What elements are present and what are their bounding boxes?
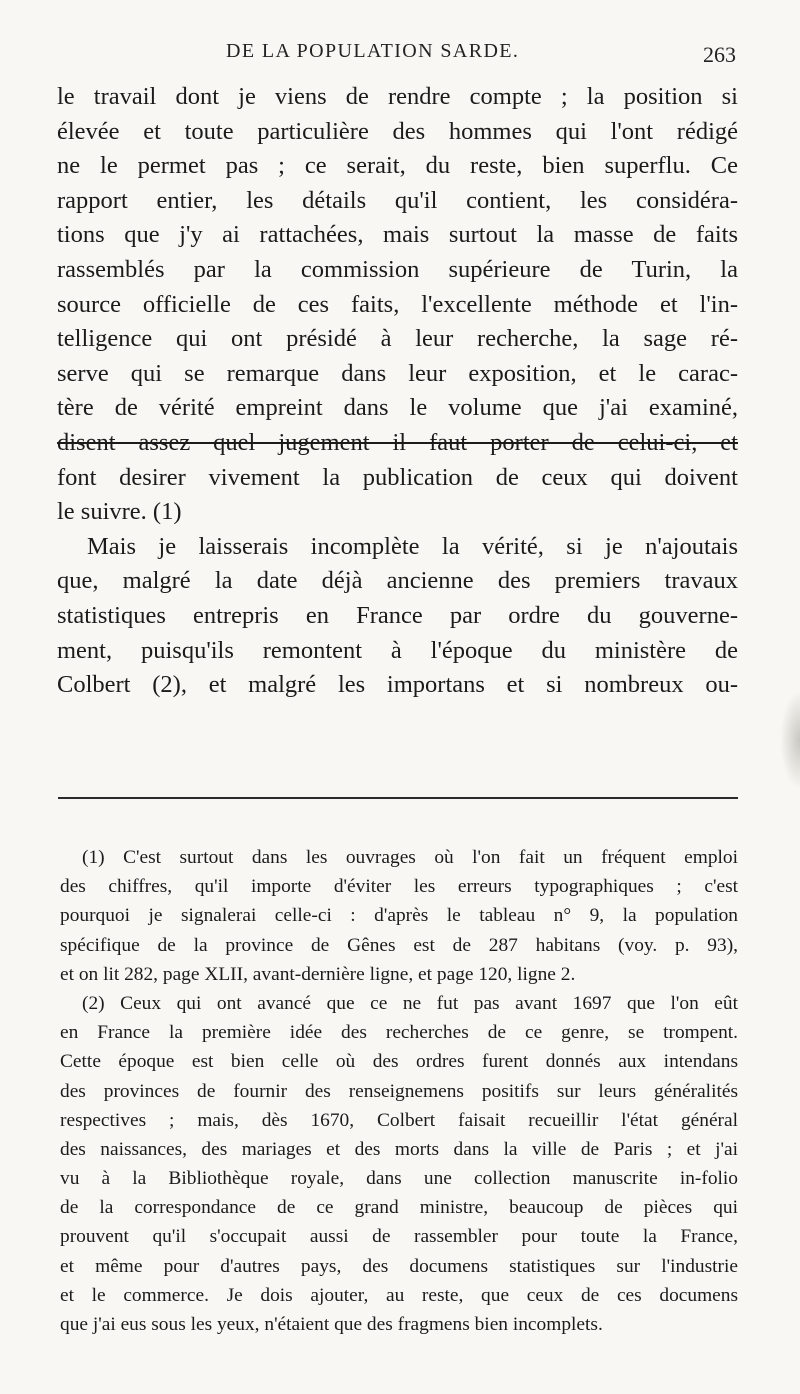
page-number: 263 — [703, 42, 736, 67]
text-line: serve qui se remarque dans leur exposition, et le carac- — [57, 359, 738, 387]
text-line: rassemblés par la commission supérieure de Turin, la — [57, 255, 738, 283]
text-line: font desirer vivement la publication de ceux qui doivent — [57, 463, 738, 491]
page-edge-stain — [780, 690, 800, 790]
footnote-rule — [58, 797, 738, 799]
footnote-2-line: respectives ; mais, dès 1670, Colbert faisait recueillir l'état général — [60, 1109, 738, 1131]
footnote-1-line: et on lit 282, page XLII, avant-dernière ligne, et page 120, ligne 2. — [60, 963, 576, 985]
footnote-2-line: Cette époque est bien celle où des ordres furent donnés aux intendans — [60, 1051, 738, 1073]
footnote-2-line: prouvent qu'il s'occupait aussi de rassembler pour toute la France, — [60, 1226, 738, 1248]
footnote-1-line: des chiffres, qu'il importe d'éviter les erreurs typographiques ; c'est — [60, 876, 738, 898]
footnote-2-line: en France la première idée des recherches de ce genre, se trompent. — [60, 1022, 738, 1044]
text-line: le suivre. (1) — [57, 498, 182, 526]
footnote-2-line: des naissances, des mariages et des morts dans la ville de Paris ; et j'ai — [60, 1138, 738, 1160]
footnotes — [60, 843, 738, 1339]
running-head: DE LA POPULATION SARDE. — [226, 40, 520, 62]
text-line: ne le permet pas ; ce serait, du reste, bien superflu. Ce — [57, 152, 738, 180]
footnote-1-line: (1) C'est surtout dans les ouvrages où l'on fait un fréquent emploi — [82, 847, 738, 868]
text-line: ment, puisqu'ils remontent à l'époque du ministère de — [57, 636, 738, 664]
footnote-2-line: (2) Ceux qui ont avancé que ce ne fut pas avant 1697 que l'on eût — [82, 992, 738, 1014]
text-line: statistiques entrepris en France par ordre du gouverne- — [57, 601, 738, 629]
footnote-1-line: pourquoi je signalerai celle-ci : d'après le tableau n° 9, la population — [60, 905, 738, 927]
footnote-1-line: spécifique de la province de Gênes est de 287 habitans (voy. p. 93), — [60, 934, 738, 956]
text-line: telligence qui ont présidé à leur recherche, la sage ré- — [57, 325, 738, 353]
footnote-2-line: de la correspondance de ce grand ministre, beaucoup de pièces qui — [60, 1197, 738, 1219]
text-line: rapport entier, les détails qu'il contient, les considéra- — [57, 186, 738, 214]
text-line: élevée et toute particulière des hommes qui l'ont rédigé — [57, 117, 738, 145]
text-line: que, malgré la date déjà ancienne des premiers travaux — [57, 567, 738, 595]
page-header — [58, 40, 738, 76]
text-line: tions que j'y ai rattachées, mais surtout la masse de faits — [57, 221, 738, 249]
footnote-2-line: vu à la Bibliothèque royale, dans une collection manuscrite in-folio — [60, 1168, 738, 1190]
footnote-2-line: et le commerce. Je dois ajouter, au reste, que ceux de ces documens — [60, 1284, 738, 1306]
text-line: tère de vérité empreint dans le volume que j'ai examiné, — [57, 394, 738, 422]
struck-text-line: disent assez quel jugement il faut porter de celui-ci, et — [57, 428, 738, 456]
text-line: source officielle de ces faits, l'excellente méthode et l'in- — [57, 290, 738, 318]
footnote-2-line: et même pour d'autres pays, des documens statistiques sur l'industrie — [60, 1255, 738, 1277]
text-line: le travail dont je viens de rendre compte ; la position si — [57, 83, 738, 110]
footnote-2-line: que j'ai eus sous les yeux, n'étaient que des fragmens bien incomplets. — [60, 1314, 603, 1335]
text-line: Mais je laisserais incomplète la vérité, si je n'ajoutais — [87, 532, 738, 560]
footnote-2-line: des provinces de fournir des renseignemens positifs sur leurs généralités — [60, 1080, 738, 1102]
text-line: Colbert (2), et malgré les importans et si nombreux ou- — [57, 671, 738, 699]
main-text — [57, 80, 738, 703]
